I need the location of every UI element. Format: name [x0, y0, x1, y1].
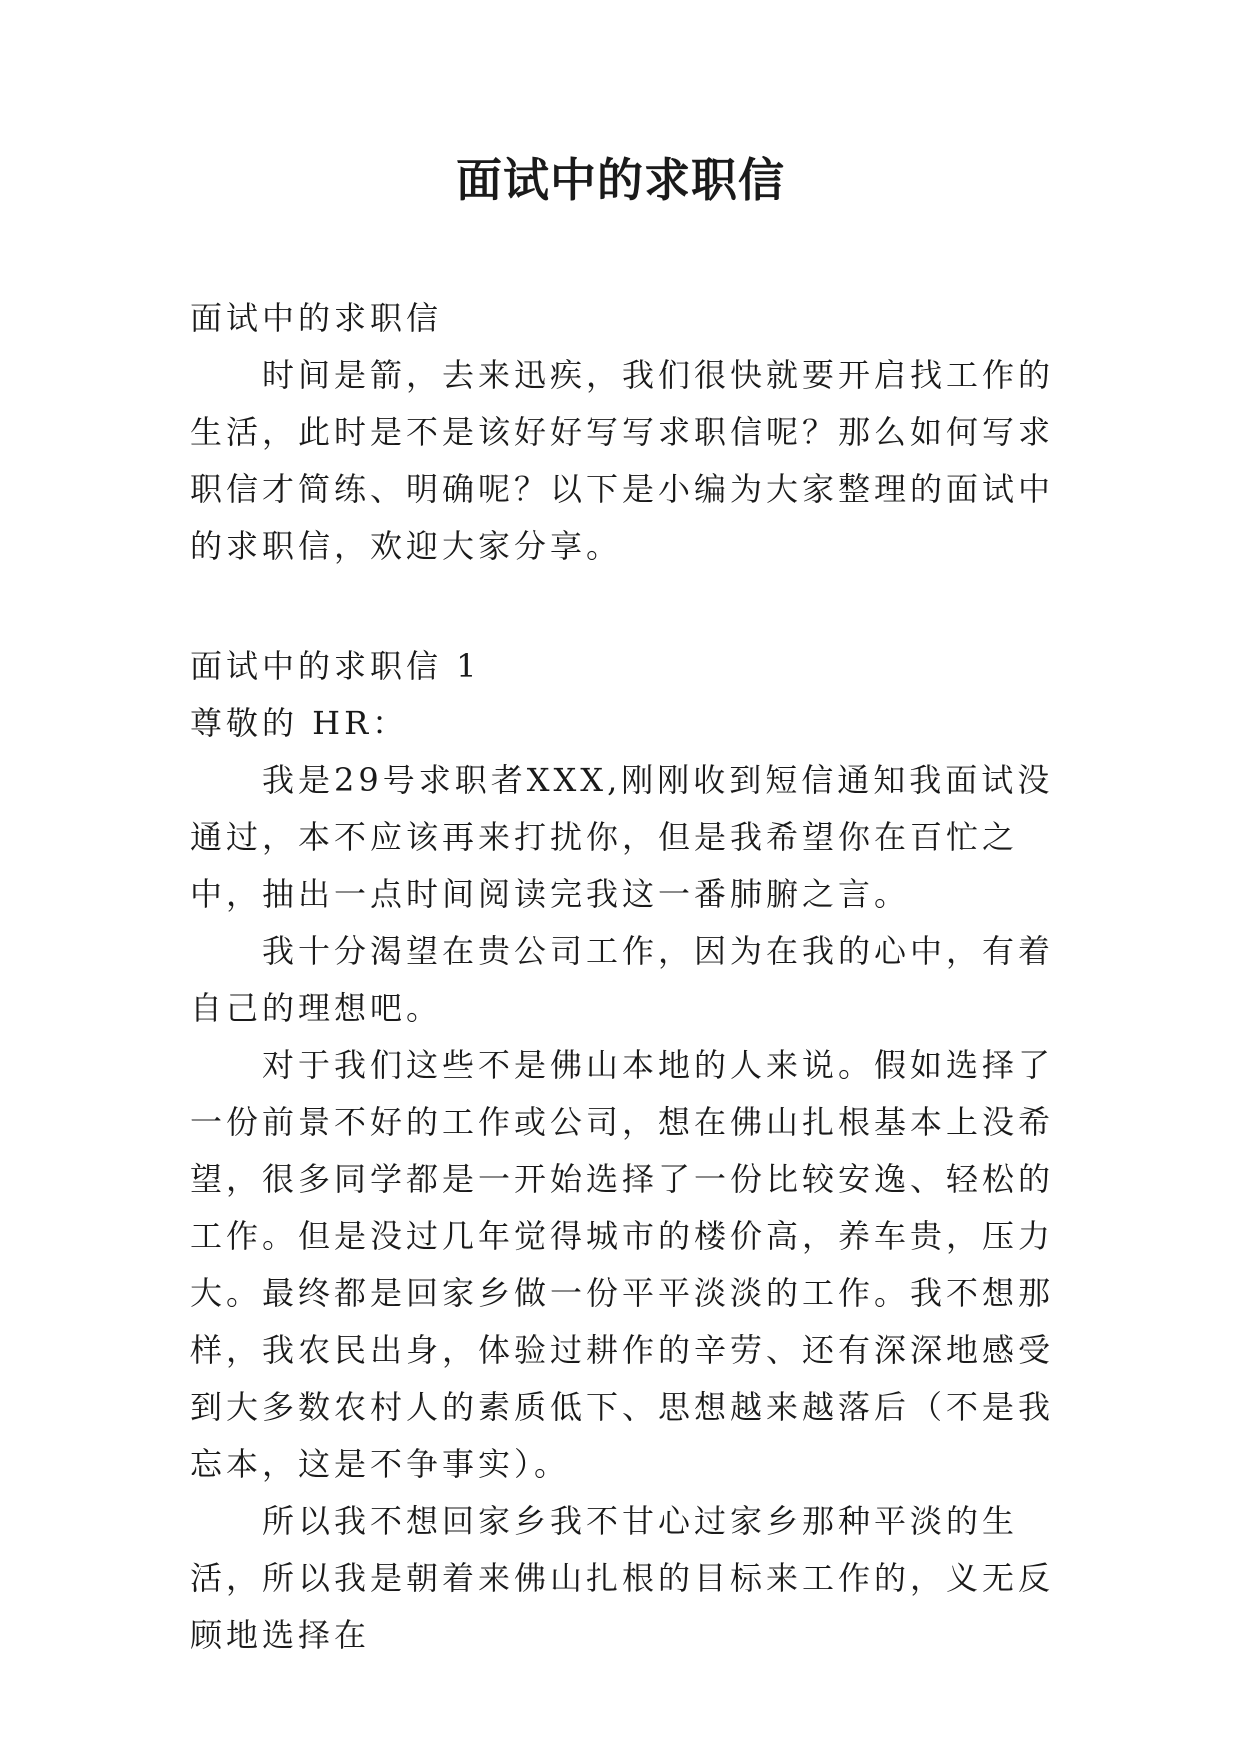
intro-label: 面试中的求职信: [190, 299, 443, 337]
letter-paragraph: 我十分渴望在贵公司工作，因为在我的心中，有着自己的理想吧。: [190, 932, 1055, 1027]
letter-paragraph: 我是29号求职者XXX,刚刚收到短信通知我面试没通过，本不应该再来打扰你，但是我希望你在百忙之中，抽出一点时间阅读完我这一番肺腑之言。: [190, 761, 1054, 913]
letter-paragraph: 所以我不想回家乡我不甘心过家乡那种平淡的生活，所以我是朝着来佛山扎根的目标来工作的，义无反顾地选择在: [190, 1502, 1055, 1654]
letter-title: 面试中的求职信 1: [190, 647, 481, 685]
letter-body: [190, 752, 1058, 1664]
letter-paragraph: 对于我们这些不是佛山本地的人来说。假如选择了一份前景不好的工作或公司，想在佛山扎根基本上没希望，很多同学都是一开始选择了一份比较安逸、轻松的工作。但是没过几年觉得城市的楼价高，养车贵，压力大。最终都是回家乡做一份平平淡淡的工作。我不想那样，我农民出身，体验过耕作的辛劳、还有深深地感受到大多数农村人的素质低下、思想越来越落后（不是我忘本，这是不争事实）。: [190, 1046, 1055, 1483]
intro-paragraph: 时间是箭，去来迅疾，我们很快就要开启找工作的生活，此时是不是该好好写写求职信呢？那么如何写求职信才简练、明确呢？以下是小编为大家整理的面试中的求职信，欢迎大家分享。: [190, 356, 1055, 565]
letter-greeting: 尊敬的 HR：: [190, 704, 409, 742]
document-title: 面试中的求职信: [456, 153, 785, 207]
